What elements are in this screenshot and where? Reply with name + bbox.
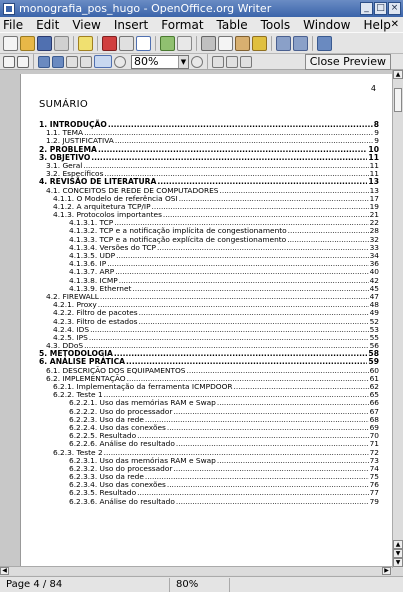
paste-icon[interactable]	[235, 36, 250, 51]
export-pdf-icon[interactable]	[102, 36, 117, 51]
close-preview-button[interactable]: Close Preview	[305, 54, 391, 70]
toc-entry-title: 4.1.3.8. ICMP	[69, 275, 118, 285]
toc-entry-page: 9	[374, 136, 379, 146]
toc-dot-leader	[167, 424, 369, 432]
toc-entry-page: 69	[369, 422, 379, 432]
toc-entry-title: 4.2.5. IPS	[53, 332, 88, 342]
toc-entry-page: 77	[369, 488, 379, 498]
toc-entry-title: 4.2.1. Proxy	[53, 300, 97, 310]
toc-entry-page: 52	[369, 316, 379, 326]
copy-icon[interactable]	[218, 36, 233, 51]
toc-entry[interactable]	[39, 121, 379, 129]
toolbar-separator	[155, 36, 156, 51]
toc-entry-page: 65	[369, 390, 379, 400]
menu-file[interactable]: File	[3, 17, 24, 32]
toc-entry-page: 11	[369, 169, 379, 179]
toc-entry-title: 6.1. DESCRIÇÃO DOS EQUIPAMENTOS	[46, 365, 186, 375]
horizontal-scrollbar[interactable]	[0, 566, 392, 575]
scroll-right-icon[interactable]: ▶	[382, 567, 391, 575]
redo-icon[interactable]	[293, 36, 308, 51]
edit-file-icon[interactable]	[78, 36, 93, 51]
toc-entry-page: 11	[368, 152, 379, 162]
toc-entry[interactable]	[39, 334, 379, 342]
toc-entry-title: 6.2.3.5. Resultado	[69, 488, 137, 498]
toc-entry-page: 17	[369, 193, 379, 203]
toc-entry-title: 2. PROBLEMA	[39, 144, 97, 154]
menubar	[0, 17, 403, 32]
window-titlebar	[0, 0, 403, 17]
toc-entry-page: 49	[369, 308, 379, 318]
toc-dot-leader	[173, 465, 368, 473]
menu-format[interactable]: Format	[161, 17, 204, 32]
print-options-icon[interactable]	[240, 56, 252, 68]
toc-entry-page: 73	[369, 455, 379, 465]
toc-entry-title: 4.1.3.5. UDP	[69, 251, 116, 260]
toc-entry-title: 3. OBJETIVO	[39, 152, 91, 162]
toc-dot-leader	[176, 440, 369, 448]
toc-dot-leader	[108, 121, 373, 129]
toolbar-separator	[196, 36, 197, 51]
toc-entry-page: 62	[369, 382, 379, 391]
toc-entry-title: 6.2.2.3. Uso da rede	[69, 414, 144, 424]
toc-entry-page: 22	[369, 218, 379, 228]
window-controls	[360, 2, 401, 15]
toc-entry-title: 4.2.4. IDS	[53, 324, 90, 334]
toc-entry-title: 6.2.3. Teste 2	[53, 447, 103, 457]
toc-entry-page: 72	[369, 447, 379, 457]
toc-dot-leader	[139, 309, 369, 317]
spellcheck-icon[interactable]	[160, 36, 175, 51]
toc-dot-leader	[116, 252, 368, 260]
toc-dot-leader	[100, 293, 369, 301]
page-preview-icon[interactable]	[136, 36, 151, 51]
toc-entry-title: 6.2.3.1. Uso das memórias RAM e Swap	[69, 455, 216, 465]
toc-entry-title: 4.1.3.2. TCP e a notificação implícita de congestionamento	[69, 226, 287, 236]
toolbar-separator	[97, 36, 98, 51]
toc-entry-title: 6.2.3.4. Uso das conexões	[69, 480, 166, 490]
toc-entry-title: 6.2.3.6. Análise do resultado	[69, 496, 175, 506]
toc-dot-leader	[91, 154, 367, 162]
window-title: monografia_pos_hugo - OpenOffice.org Writer	[19, 2, 272, 15]
toc-dot-leader	[119, 277, 369, 285]
toc-entry[interactable]	[39, 146, 379, 154]
toc-entry-title: 4.1. CONCEITOS DE REDE DE COMPUTADORES	[46, 185, 219, 195]
toc-entry-title: 5. METODOLOGIA	[39, 349, 113, 359]
to-document-end-icon[interactable]	[52, 56, 64, 68]
toc-dot-leader	[114, 350, 368, 358]
standard-toolbar	[0, 32, 403, 54]
close-document-icon[interactable]: ✕	[390, 19, 399, 30]
save-icon[interactable]	[37, 36, 52, 51]
toc-entry-title: 6.2.1. Implementação da ferramenta ICMPDOOR	[53, 382, 233, 391]
toc-entry-title: 6. ANÁLISE PRÁTICA	[39, 357, 126, 367]
toc-dot-leader	[173, 408, 368, 416]
zoom-value: 80%	[134, 54, 159, 68]
toc-entry-page: 56	[369, 341, 379, 351]
toc-dot-leader	[217, 399, 369, 407]
next-page-arrow-icon[interactable]: ▼	[393, 558, 403, 567]
toc-entry-page: 79	[369, 496, 379, 506]
multiple-pages-icon[interactable]	[80, 56, 92, 68]
toc-entry-page: 28	[369, 226, 379, 236]
toc-entry-page: 58	[368, 349, 379, 359]
toc-entry-page: 71	[369, 439, 379, 449]
toc-dot-leader	[89, 334, 369, 342]
toc-entry-page: 36	[369, 259, 379, 269]
zoom-status[interactable]: 80%	[170, 578, 230, 592]
menu-edit[interactable]: Edit	[36, 17, 60, 32]
toc-entry-title: 4.3. DDoS	[46, 341, 84, 351]
toc-dot-leader	[90, 326, 369, 334]
toc-entry-title: 3.1. Geral	[46, 160, 83, 170]
print-icon[interactable]	[119, 36, 134, 51]
toc-entry-page: 42	[369, 275, 379, 285]
toc-entry-page: 68	[369, 414, 379, 424]
open-folder-icon[interactable]	[20, 36, 35, 51]
toc-entry-title: 4.1.3.7. ARP	[69, 267, 115, 277]
toc-dot-leader	[145, 416, 369, 424]
toc-entry-title: 4.1.3.4. Versões do TCP	[69, 242, 157, 252]
toc-dot-leader	[179, 195, 369, 203]
toc-entry-page: 13	[368, 177, 379, 187]
menu-view[interactable]: View	[72, 17, 101, 32]
toc-dot-leader	[83, 162, 368, 170]
toc-dot-leader	[157, 244, 369, 252]
toc-entry-page: 32	[369, 234, 379, 244]
toc-entry-page: 8	[373, 120, 379, 129]
toc-entry[interactable]	[39, 154, 379, 162]
toc-dot-leader	[115, 268, 368, 276]
undo-icon[interactable]	[276, 36, 291, 51]
toc-entry-page: 9	[374, 128, 379, 138]
toc-entry-title: 6.2.2.6. Análise do resultado	[69, 439, 175, 449]
toc-entry-page: 53	[369, 324, 379, 334]
toolbar-separator	[33, 54, 34, 69]
toc-entry-page: 47	[369, 291, 379, 301]
zoom-in-icon[interactable]	[191, 56, 203, 68]
autospellcheck-icon[interactable]	[177, 36, 192, 51]
toc-dot-leader	[145, 473, 369, 481]
toc-entry-title: 6.2.2.5. Resultado	[69, 431, 137, 441]
previous-page-icon[interactable]	[3, 56, 15, 68]
toc-entry-page: 74	[369, 463, 379, 473]
toc-dot-leader	[187, 367, 369, 375]
book-preview-icon[interactable]	[94, 55, 112, 68]
menu-insert[interactable]: Insert	[113, 17, 149, 32]
toc-entry-title: 3.2. Específicos	[46, 169, 104, 179]
close-window-button[interactable]: ×	[388, 2, 401, 15]
next-page-icon[interactable]	[17, 56, 29, 68]
toc-entry-title: 4. REVISÃO DE LITERATURA	[39, 177, 157, 187]
toc-dot-leader	[220, 187, 369, 195]
full-screen-icon[interactable]	[212, 56, 224, 68]
to-document-begin-icon[interactable]	[38, 56, 50, 68]
toc-entry-page: 59	[368, 357, 379, 367]
toc-entry-title: 4.1.2. A arquitetura TCP/IP	[53, 201, 151, 211]
toc-entry-title: 4.1.3. Protocolos importantes	[53, 210, 162, 220]
toc-entry-title: 4.1.1. O Modelo de referência OSI	[53, 193, 178, 203]
toc-dot-leader	[132, 285, 368, 293]
toc-entry-page: 67	[369, 406, 379, 416]
toc-dot-leader	[84, 129, 373, 137]
scroll-down-icon[interactable]: ▼	[393, 549, 403, 558]
page-number: 4	[370, 84, 376, 93]
toc-entry-title: 4.2.2. Filtro de pacotes	[53, 308, 138, 318]
toc-entry-title: 4.1.3.6. IP	[69, 259, 107, 269]
toc-entry-title: 4.2. FIREWALL	[46, 291, 99, 301]
toc-dot-leader	[84, 342, 369, 350]
toc-dot-leader	[98, 301, 369, 309]
hyperlink-icon[interactable]	[317, 36, 332, 51]
minimize-button[interactable]: _	[360, 2, 373, 15]
zoom-out-icon[interactable]	[114, 56, 126, 68]
previous-page-arrow-icon[interactable]: ▲	[393, 540, 403, 549]
scroll-up-icon[interactable]: ▲	[393, 70, 403, 79]
toc-entry-page: 61	[369, 373, 379, 383]
menu-window[interactable]: Window	[303, 17, 351, 32]
toc-heading: SUMÁRIO	[39, 99, 89, 110]
toc-entry-title: 1.1. TEMA	[46, 128, 84, 138]
page-status: Page 4 / 84	[0, 578, 170, 592]
toc-entry-page: 13	[369, 185, 379, 195]
toc-entry-page: 55	[369, 332, 379, 342]
toc-entry-title: 4.2.3. Filtro de estados	[53, 316, 138, 326]
document-page	[20, 74, 392, 568]
toc-entry-page: 75	[369, 472, 379, 482]
toc-entry-title: 6.2.2.1. Uso das memórias RAM e Swap	[69, 398, 216, 408]
toc-entry[interactable]	[39, 318, 379, 326]
toc-entry-page: 40	[369, 267, 379, 277]
toc-entry-title: 6.2.2.4. Uso das conexões	[69, 422, 166, 432]
toolbar-separator	[312, 36, 313, 51]
toc-dot-leader	[138, 318, 368, 326]
toc-entry-title: 1.2. JUSTIFICATIVA	[46, 136, 114, 146]
maximize-button[interactable]: □	[374, 2, 387, 15]
toc-entry-page: 11	[369, 160, 379, 170]
toolbar-separator	[207, 54, 208, 69]
toc-dot-leader	[167, 481, 369, 489]
toc-dot-leader	[107, 260, 368, 268]
toc-entry-title: 6.2.3.3. Uso da rede	[69, 472, 144, 482]
toc-entry-page: 19	[369, 201, 379, 211]
menu-help[interactable]: Help	[363, 17, 391, 32]
toc-entry-title: 1. INTRODUÇÃO	[39, 120, 107, 129]
toc-entry-page: 34	[369, 251, 379, 260]
menu-table[interactable]: Table	[216, 17, 248, 32]
toc-dot-leader	[287, 236, 368, 244]
cut-icon[interactable]	[201, 36, 216, 51]
toc-entry-page: 45	[369, 283, 379, 293]
toc-entry[interactable]	[39, 498, 379, 506]
writer-app-icon	[3, 3, 15, 15]
zoom-select[interactable]	[131, 55, 189, 69]
format-paintbrush-icon[interactable]	[252, 36, 267, 51]
toc-entry-page: 70	[369, 431, 379, 441]
two-pages-icon[interactable]	[66, 56, 78, 68]
vertical-scrollbar[interactable]	[392, 70, 403, 568]
toc-dot-leader	[234, 383, 369, 391]
new-document-icon[interactable]	[3, 36, 18, 51]
table-of-contents	[39, 121, 379, 506]
toc-entry-title: 6.2.2. Teste 1	[53, 390, 103, 400]
toc-entry-page: 76	[369, 480, 379, 490]
toc-entry-page: 48	[369, 300, 379, 310]
status-bar	[0, 576, 403, 592]
print-page-view-icon[interactable]	[226, 56, 238, 68]
toc-entry-title: 4.1.3.3. TCP e a notificação explícita de congestionamento	[69, 234, 287, 244]
toolbar-separator	[73, 36, 74, 51]
toc-dot-leader	[163, 211, 369, 219]
toc-entry-page: 66	[369, 398, 379, 408]
menu-tools[interactable]: Tools	[260, 17, 291, 32]
toc-entry-title: 6.2.3.2. Uso do processador	[69, 463, 173, 473]
toc-entry-title: 6.2.2.2. Uso do processador	[69, 406, 173, 416]
status-spacer	[230, 578, 403, 592]
scrollbar-thumb[interactable]	[394, 88, 402, 112]
toc-dot-leader	[98, 146, 367, 154]
scroll-left-icon[interactable]: ◀	[0, 567, 9, 575]
toc-entry-page: 33	[369, 242, 379, 252]
document-area	[0, 70, 392, 568]
toc-dot-leader	[217, 457, 369, 465]
toc-dot-leader	[152, 203, 369, 211]
toolbar-separator	[271, 36, 272, 51]
toc-entry-title: 4.1.3.9. Ethernet	[69, 283, 132, 293]
toc-entry[interactable]	[39, 326, 379, 334]
toc-dot-leader	[288, 227, 369, 235]
page-preview-toolbar	[0, 54, 403, 70]
toc-entry-title: 4.1.3.1. TCP	[69, 218, 114, 228]
toc-dot-leader	[115, 137, 373, 145]
toc-entry-page: 60	[369, 365, 379, 375]
toc-entry-page: 21	[369, 210, 379, 220]
toc-dot-leader	[176, 498, 369, 506]
chevron-down-icon[interactable]: ▼	[178, 56, 188, 68]
email-icon[interactable]	[54, 36, 69, 51]
toc-entry-page: 10	[368, 144, 379, 154]
toc-entry-title: 6.2. IMPLEMENTAÇÃO	[46, 373, 126, 383]
